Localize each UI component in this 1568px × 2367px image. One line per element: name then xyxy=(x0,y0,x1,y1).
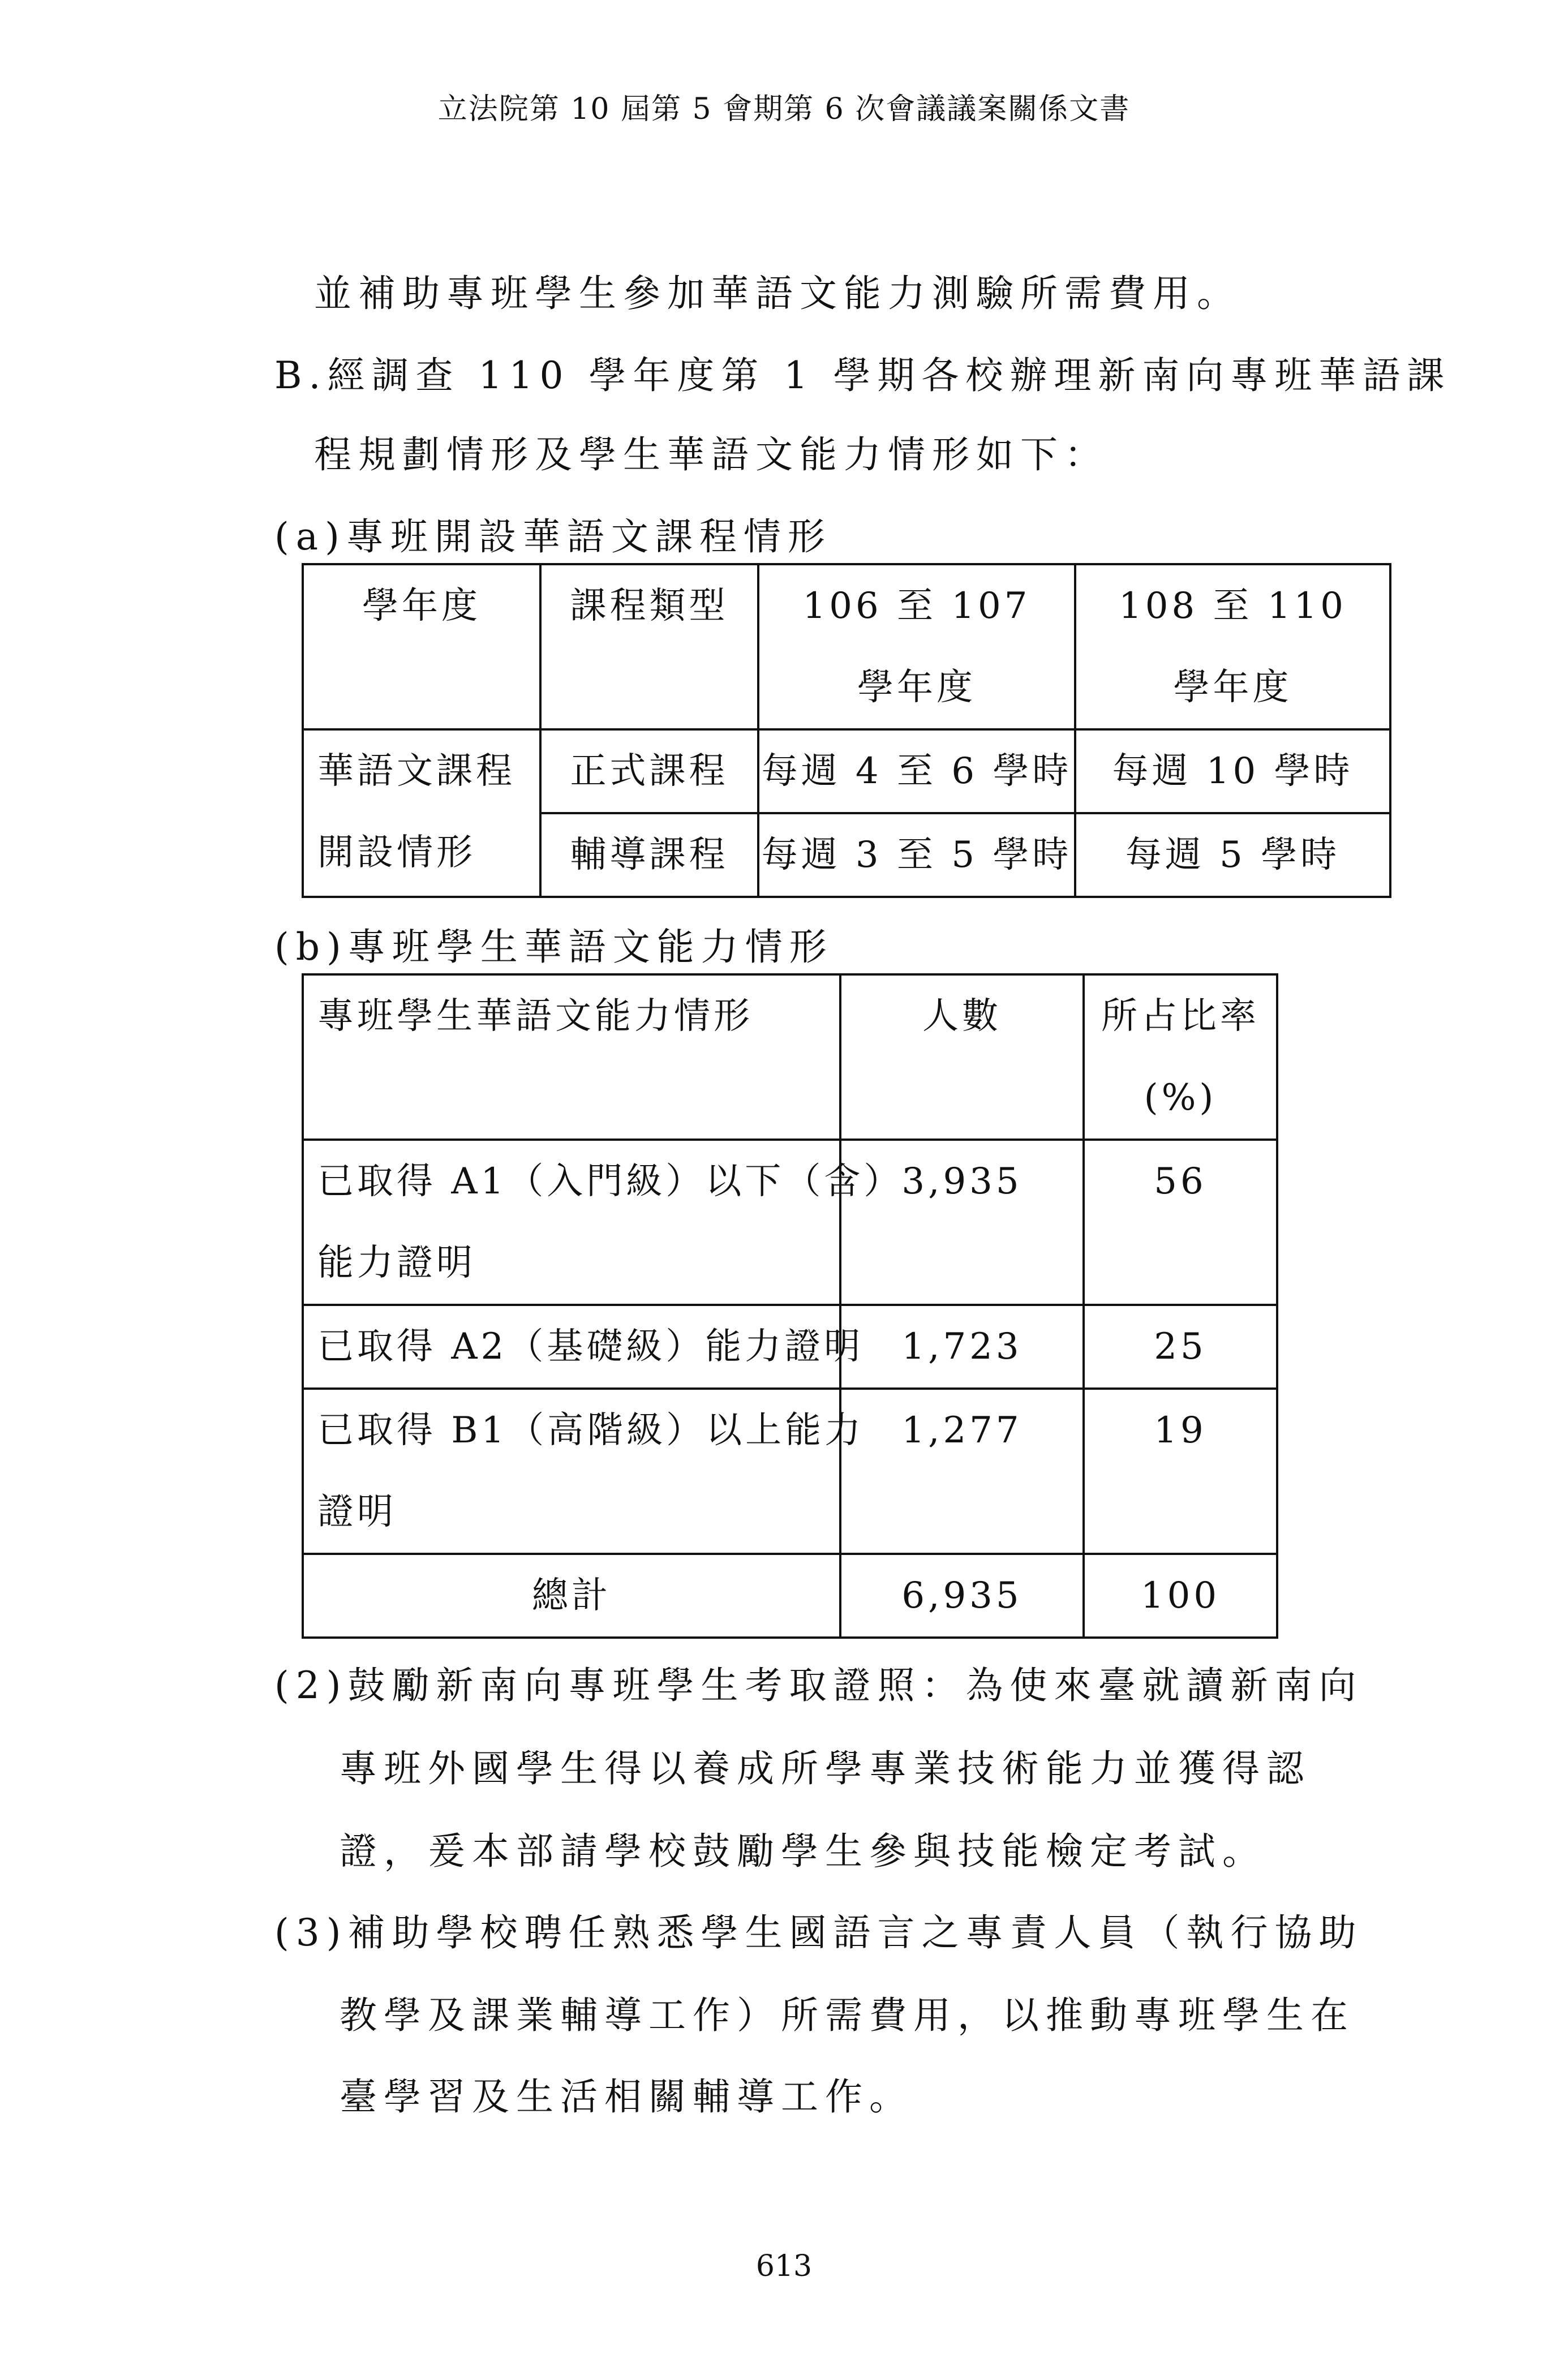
table-a-caption: (a)專班開設華語文課程情形 xyxy=(274,515,832,559)
hours-106-107-cell: 每週 3 至 5 學時 xyxy=(758,813,1075,897)
hours-106-107-cell: 每週 4 至 6 學時 xyxy=(758,729,1075,813)
item3-line3: 臺學習及生活相關輔導工作。 xyxy=(340,2075,913,2119)
header-108-110-line2: 學年度 xyxy=(1173,667,1292,708)
proficiency-label-line1: 已取得 A2（基礎級）能力證明 xyxy=(317,1326,864,1368)
header-percentage xyxy=(1084,974,1277,1140)
header-school-year: 學年度 xyxy=(303,564,540,729)
header-course-type: 課程類型 xyxy=(540,564,758,729)
table-row xyxy=(303,1140,1277,1305)
proficiency-label-line2: 證明 xyxy=(317,1491,397,1533)
percentage-cell: 25 xyxy=(1084,1305,1277,1389)
header-percentage-line1: 所占比率 xyxy=(1101,995,1260,1037)
course-table xyxy=(302,563,1391,898)
count-cell: 1,277 xyxy=(840,1389,1084,1554)
proficiency-label-cell xyxy=(303,1140,904,1305)
header-106-107-line1: 106 至 107 xyxy=(802,585,1031,627)
course-type-cell: 正式課程 xyxy=(540,729,758,813)
proficiency-table xyxy=(302,973,1278,1639)
total-label-cell: 總計 xyxy=(303,1554,840,1638)
paragraph-b-line2: 程規劃情形及學生華語文能力情形如下： xyxy=(314,433,1109,476)
total-percentage-cell: 100 xyxy=(1084,1554,1277,1638)
paragraph-b-line1: B.經調查 110 學年度第 1 學期各校辦理新南向專班華語課 xyxy=(274,354,1451,397)
proficiency-label-line2: 能力證明 xyxy=(317,1242,476,1284)
header-108-110 xyxy=(1075,564,1390,729)
proficiency-label-cell xyxy=(303,1305,864,1389)
percentage-cell: 56 xyxy=(1084,1140,1277,1305)
row-label-line1: 華語文課程 xyxy=(317,750,515,792)
row-label-cell xyxy=(303,729,540,897)
document-header: 立法院第 10 屆第 5 會期第 6 次會議議案關係文書 xyxy=(437,92,1131,126)
percentage-cell: 19 xyxy=(1084,1389,1277,1554)
row-label-line2: 開設情形 xyxy=(317,832,476,874)
item3-line2: 教學及課業輔導工作）所需費用，以推動專班學生在 xyxy=(340,1994,1355,2037)
item2-line3: 證，爰本部請學校鼓勵學生參與技能檢定考試。 xyxy=(340,1829,1266,1873)
course-type-cell: 輔導課程 xyxy=(540,813,758,897)
header-proficiency: 專班學生華語文能力情形 xyxy=(303,974,840,1140)
header-count: 人數 xyxy=(840,974,1084,1140)
page-number: 613 xyxy=(755,2249,813,2283)
header-percentage-line2: (%) xyxy=(1144,1077,1217,1119)
proficiency-label-line1: 已取得 A1（入門級）以下（含） xyxy=(317,1161,904,1202)
table-b-caption: (b)專班學生華語文能力情形 xyxy=(274,925,834,969)
item2-line1: (2)鼓勵新南向專班學生考取證照：為使來臺就讀新南向 xyxy=(274,1664,1363,1707)
total-row xyxy=(303,1554,1277,1638)
table-row xyxy=(303,1305,1277,1389)
hours-108-110-cell: 每週 5 學時 xyxy=(1075,813,1390,897)
item3-line1: (3)補助學校聘任熟悉學生國語言之專責人員（執行協助 xyxy=(274,1911,1363,1954)
total-count-cell: 6,935 xyxy=(840,1554,1084,1638)
header-108-110-line1: 108 至 110 xyxy=(1119,585,1347,627)
proficiency-label-cell xyxy=(303,1389,865,1554)
header-106-107 xyxy=(758,564,1075,729)
proficiency-label-line1: 已取得 B1（高階級）以上能力 xyxy=(317,1410,865,1451)
header-106-107-line2: 學年度 xyxy=(857,667,976,708)
table-row xyxy=(303,1389,1277,1554)
count-cell: 1,723 xyxy=(840,1305,1084,1389)
paragraph-line: 並補助專班學生參加華語文能力測驗所需費用。 xyxy=(314,272,1241,315)
item2-line2: 專班外國學生得以養成所學專業技術能力並獲得認 xyxy=(340,1747,1311,1790)
count-cell: 3,935 xyxy=(840,1140,1084,1305)
hours-108-110-cell: 每週 10 學時 xyxy=(1075,729,1390,813)
